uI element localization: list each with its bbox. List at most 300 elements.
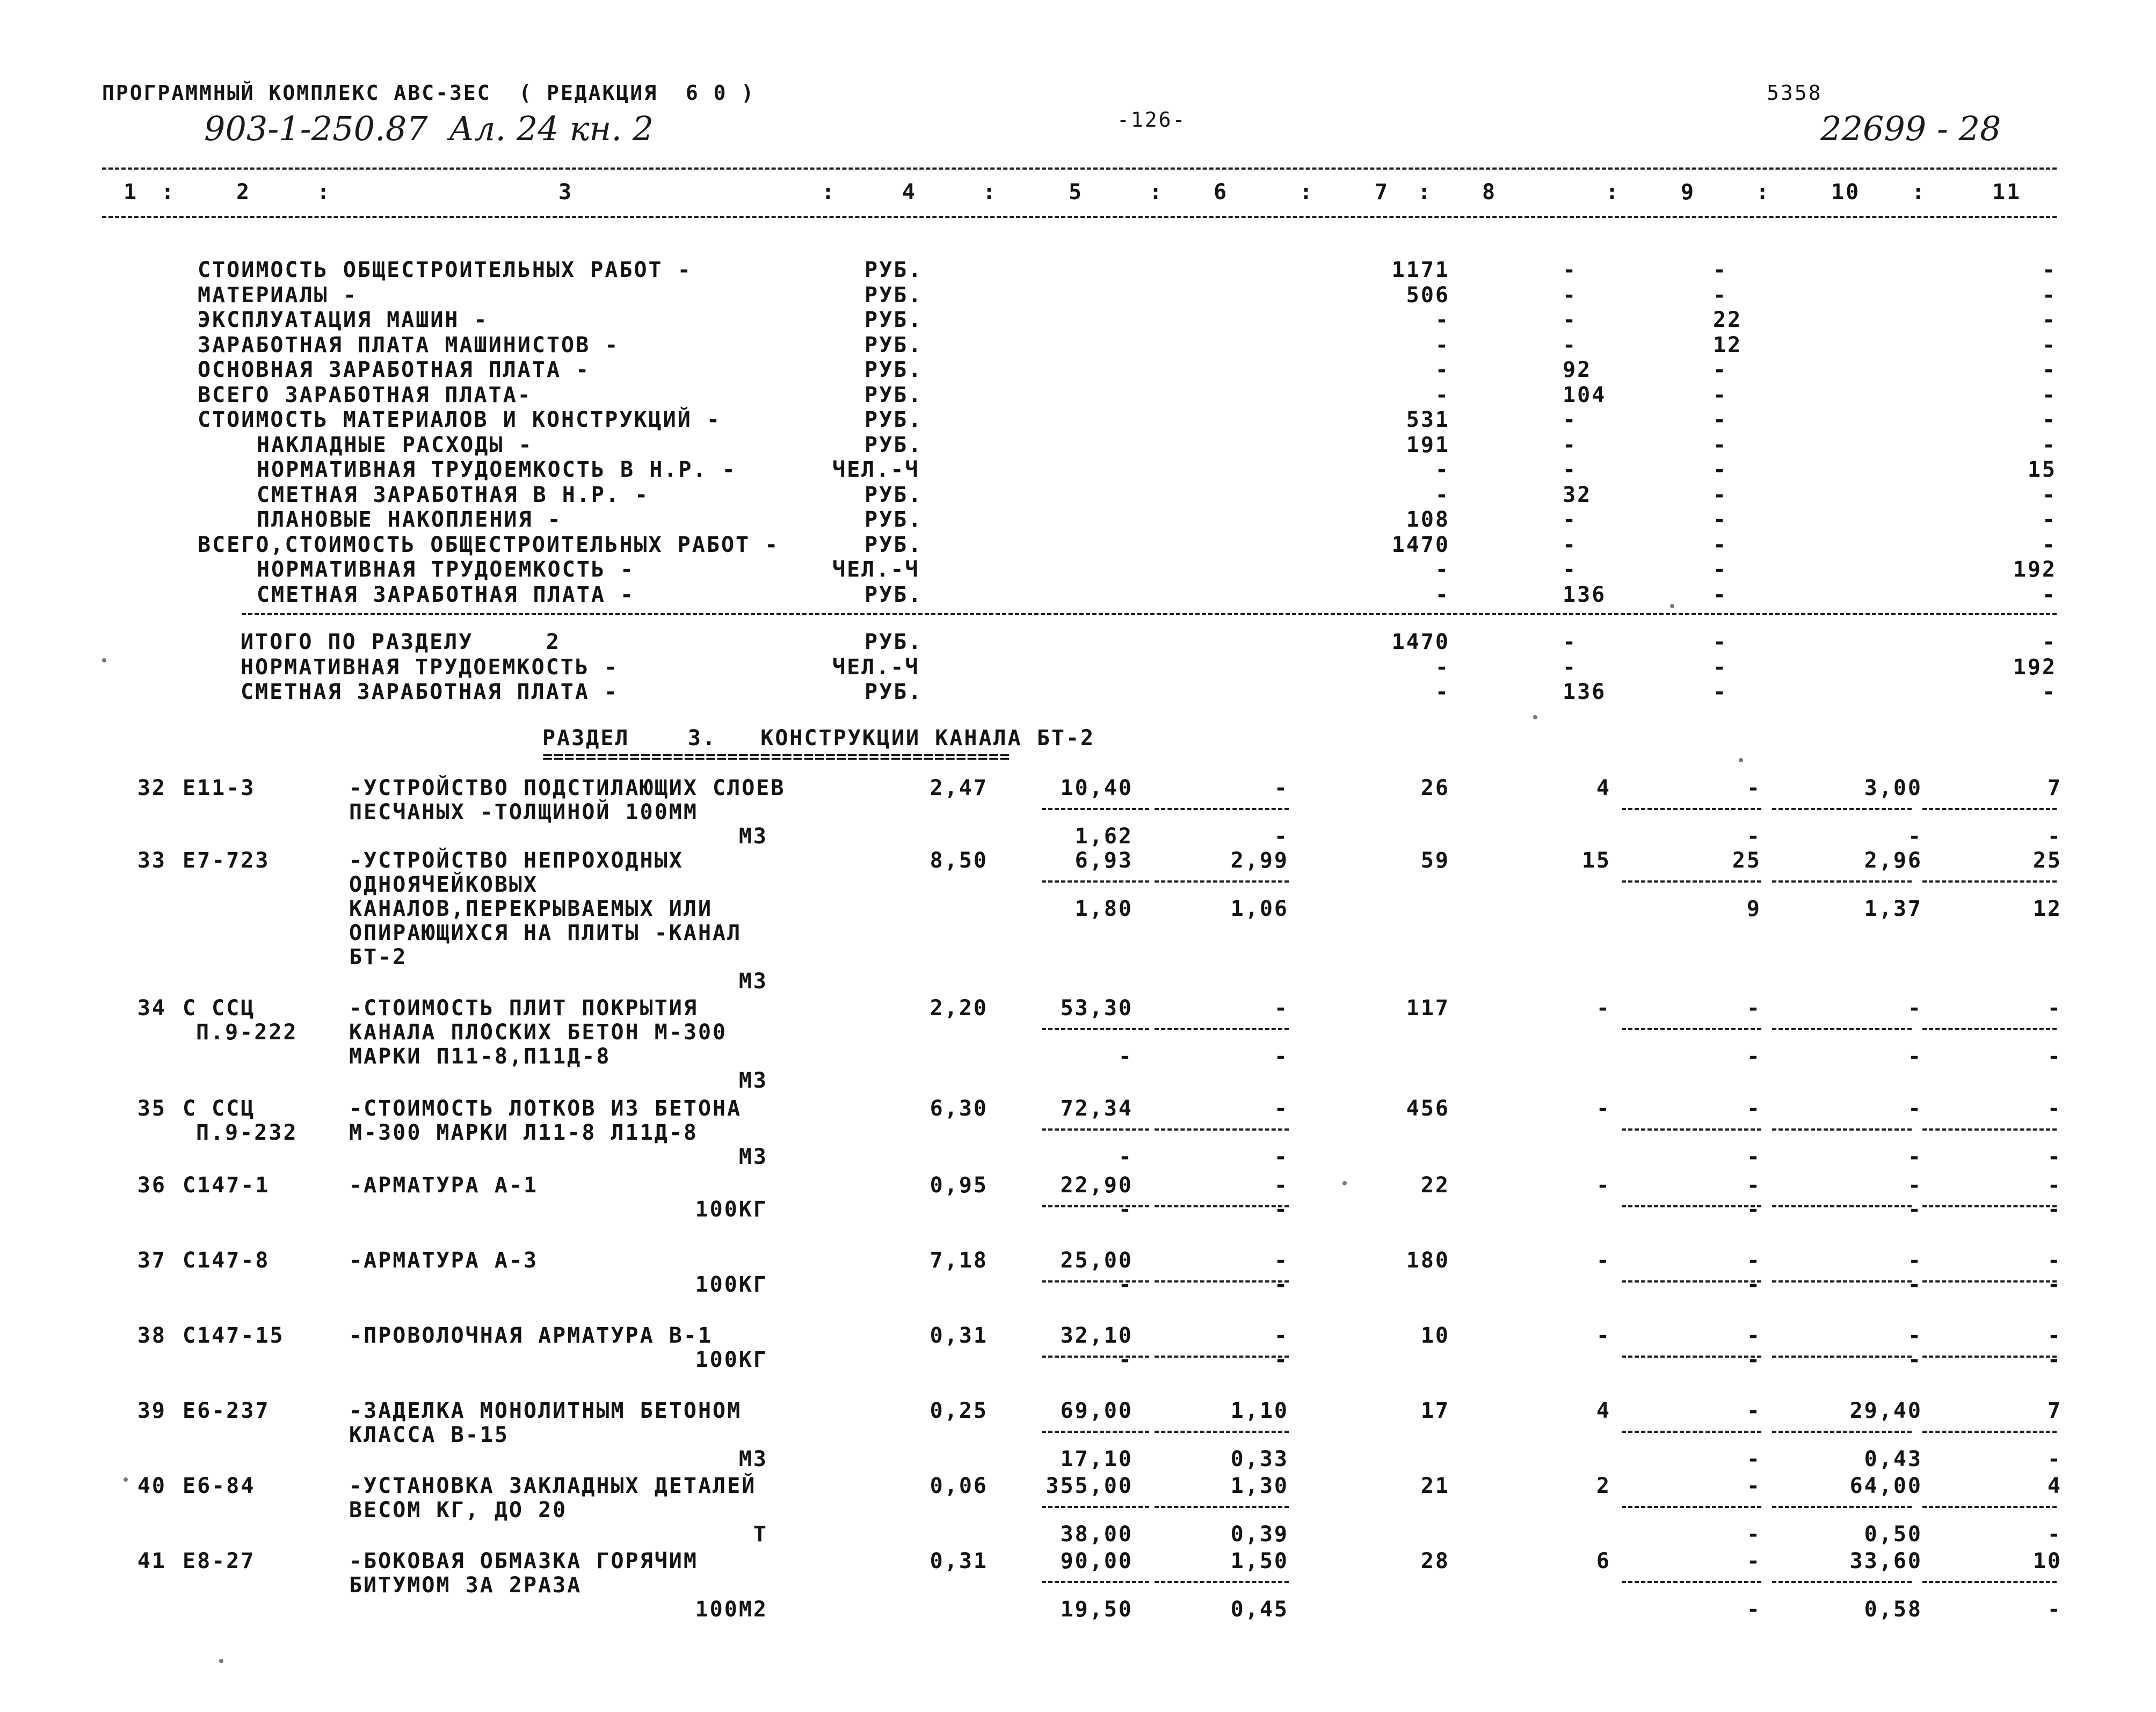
item-machinist-labor-unit: 0,50 xyxy=(1864,1522,1922,1547)
item-unit-wage: - xyxy=(1118,1347,1133,1372)
price-separator xyxy=(1042,880,1149,883)
item-rate-code: Е7-723 xyxy=(183,848,270,873)
summary-wages: 32 xyxy=(1563,482,1592,507)
item-labor-unit: 29,40 xyxy=(1849,1398,1922,1423)
item-machinist-labor-unit: - xyxy=(1907,1044,1922,1069)
item-wages: 4 xyxy=(1596,1398,1611,1423)
item-labor-total: 4 xyxy=(2047,1474,2062,1498)
item-unit: М3 xyxy=(738,1447,768,1471)
summary-wages: - xyxy=(1563,258,1578,282)
item-description: -ЗАДЕЛКА МОНОЛИТНЫМ БЕТОНОМ xyxy=(349,1398,742,1423)
program-header: ПРОГРАММНЫЙ КОМПЛЕКС АВС-3ЕС ( РЕДАКЦИЯ 6 0 ) xyxy=(102,81,756,105)
speck xyxy=(102,658,106,662)
item-unit: М3 xyxy=(738,1145,768,1169)
summary-label: МАТЕРИАЛЫ - xyxy=(198,282,358,308)
item-machine-unit-price: - xyxy=(1274,1096,1289,1121)
totals-cost: - xyxy=(1435,680,1450,704)
item-description: ВЕСОМ КГ, ДО 20 xyxy=(349,1498,568,1522)
summary-machines: - xyxy=(1713,482,1728,507)
item-quantity: 6,30 xyxy=(930,1096,988,1121)
labor-separator xyxy=(1772,1581,1912,1583)
totals-cost: 1470 xyxy=(1391,630,1450,654)
item-labor-total: - xyxy=(2047,1173,2062,1198)
item-description: БИТУМОМ ЗА 2РАЗА xyxy=(349,1573,582,1598)
summary-divider xyxy=(242,613,2057,615)
summary-cost: - xyxy=(1435,358,1450,382)
summary-labor: - xyxy=(2042,358,2057,382)
column-number-7: 7 xyxy=(1375,180,1390,205)
item-total-cost: 28 xyxy=(1420,1549,1450,1573)
column-separator: : xyxy=(161,180,176,205)
labor-separator xyxy=(1922,1128,2057,1131)
item-machinist-wage: - xyxy=(1746,1197,1761,1222)
item-unit-wage: - xyxy=(1118,1197,1133,1222)
totals-machines: - xyxy=(1713,630,1728,654)
speck xyxy=(1533,715,1537,719)
totals-label: НОРМАТИВНАЯ ТРУДОЕМКОСТЬ - xyxy=(241,654,619,680)
item-machinist-labor-total: - xyxy=(2047,1145,2062,1169)
labor-separator xyxy=(1772,1506,1912,1508)
item-labor-unit: 64,00 xyxy=(1849,1474,1922,1498)
column-number-6: 6 xyxy=(1214,180,1229,205)
summary-labor: - xyxy=(2042,282,2057,308)
section-title-underline: =========================================== xyxy=(542,746,1011,767)
item-number: 36 xyxy=(137,1173,166,1198)
item-machinist-labor-unit: 0,43 xyxy=(1864,1447,1922,1471)
item-description: -ПРОВОЛОЧНАЯ АРМАТУРА В-1 xyxy=(349,1323,713,1348)
item-quantity: 0,31 xyxy=(930,1549,988,1573)
summary-wages: 92 xyxy=(1563,358,1592,382)
summary-unit: РУБ. xyxy=(865,582,923,607)
price-separator xyxy=(1042,1028,1149,1030)
summary-label: НОРМАТИВНАЯ ТРУДОЕМКОСТЬ - xyxy=(257,557,635,582)
column-number-5: 5 xyxy=(1069,180,1084,205)
summary-cost: - xyxy=(1435,382,1450,407)
price-separator xyxy=(1042,1128,1149,1131)
item-machine-unit-price: - xyxy=(1274,1173,1289,1198)
item-description: МАРКИ П11-8,П11Д-8 xyxy=(349,1044,611,1069)
item-labor-unit: - xyxy=(1907,996,1922,1021)
price-separator xyxy=(1155,1506,1289,1508)
item-machine-unit-price: 2,99 xyxy=(1230,848,1289,873)
item-unit-price: 90,00 xyxy=(1060,1549,1133,1573)
item-rate-code: С147-8 xyxy=(183,1248,270,1273)
summary-label: ЭКСПЛУАТАЦИЯ МАШИН - xyxy=(198,308,489,332)
summary-label: СМЕТНАЯ ЗАРАБОТНАЯ В Н.Р. - xyxy=(257,482,650,507)
item-total-cost: 59 xyxy=(1420,848,1450,873)
item-machine-cost: - xyxy=(1746,1323,1761,1348)
totals-labor: - xyxy=(2042,680,2057,704)
price-separator xyxy=(1042,808,1149,810)
column-number-11: 11 xyxy=(1992,180,2022,205)
item-machinist-labor-total: - xyxy=(2047,1272,2062,1297)
labor-separator xyxy=(1922,1028,2057,1030)
page-number: -126- xyxy=(1117,108,1187,132)
item-wages: - xyxy=(1596,996,1611,1021)
summary-labor: 192 xyxy=(2013,557,2057,582)
price-separator xyxy=(1155,1581,1289,1583)
item-machine-cost: - xyxy=(1746,1248,1761,1273)
item-description: БТ-2 xyxy=(349,945,408,970)
item-machinist-labor-total: - xyxy=(2047,1522,2062,1547)
summary-wages: - xyxy=(1563,457,1578,482)
summary-label: ВСЕГО,СТОИМОСТЬ ОБЩЕСТРОИТЕЛЬНЫХ РАБОТ - xyxy=(198,532,780,557)
summary-label: СТОИМОСТЬ МАТЕРИАЛОВ И КОНСТРУКЦИЙ - xyxy=(198,407,721,432)
totals-wages: - xyxy=(1563,654,1578,680)
labor-separator xyxy=(1772,880,1912,883)
summary-unit: РУБ. xyxy=(865,308,923,332)
item-machinist-labor-total: - xyxy=(2047,1597,2062,1622)
item-unit-price: 6,93 xyxy=(1075,848,1133,873)
column-separator: : xyxy=(1606,180,1621,205)
summary-unit: РУБ. xyxy=(865,507,923,532)
totals-label: СМЕТНАЯ ЗАРАБОТНАЯ ПЛАТА - xyxy=(241,680,619,704)
price-separator xyxy=(1155,880,1289,883)
summary-machines: - xyxy=(1713,382,1728,407)
item-machine-cost: - xyxy=(1746,776,1761,800)
item-labor-total: 25 xyxy=(2032,848,2062,873)
column-number-10: 10 xyxy=(1831,180,1861,205)
item-description: КЛАССА В-15 xyxy=(349,1423,509,1447)
summary-machines: - xyxy=(1713,358,1728,382)
item-labor-unit: - xyxy=(1907,1248,1922,1273)
item-machine-cost: - xyxy=(1746,1398,1761,1423)
item-machine-unit-price: 1,30 xyxy=(1230,1474,1289,1498)
summary-label: НАКЛАДНЫЕ РАСХОДЫ - xyxy=(257,432,533,457)
price-separator xyxy=(1042,1506,1149,1508)
totals-wages: - xyxy=(1563,630,1578,654)
summary-unit: РУБ. xyxy=(865,407,923,432)
item-unit-price: 25,00 xyxy=(1060,1248,1133,1273)
item-machine-wage: - xyxy=(1274,1044,1289,1069)
item-unit-price: 72,34 xyxy=(1060,1096,1133,1121)
summary-cost: - xyxy=(1435,482,1450,507)
item-machine-unit-price: 1,10 xyxy=(1230,1398,1289,1423)
item-rate-code: С147-15 xyxy=(183,1323,285,1348)
item-description: М-300 МАРКИ Л11-8 Л11Д-8 xyxy=(349,1120,698,1145)
item-labor-unit: 2,96 xyxy=(1864,848,1922,873)
item-machinist-labor-unit: - xyxy=(1907,1145,1922,1169)
item-unit-wage: 1,62 xyxy=(1075,824,1133,849)
item-unit-wage: 19,50 xyxy=(1060,1597,1133,1622)
item-description: КАНАЛОВ,ПЕРЕКРЫВАЕМЫХ ИЛИ xyxy=(349,897,713,921)
summary-unit: РУБ. xyxy=(865,332,923,358)
summary-cost: 191 xyxy=(1406,432,1450,457)
summary-labor: - xyxy=(2042,507,2057,532)
summary-wages: - xyxy=(1563,282,1578,308)
item-rate-code: П.9-222 xyxy=(196,1020,298,1045)
totals-machines: - xyxy=(1713,680,1728,704)
summary-label: НОРМАТИВНАЯ ТРУДОЕМКОСТЬ В Н.Р. - xyxy=(257,457,737,482)
item-machine-wage: - xyxy=(1274,1145,1289,1169)
summary-unit: РУБ. xyxy=(865,532,923,557)
summary-machines: - xyxy=(1713,258,1728,282)
labor-separator xyxy=(1772,1028,1912,1030)
item-total-cost: 21 xyxy=(1420,1474,1450,1498)
item-unit: 100М2 xyxy=(695,1597,768,1622)
labor-separator xyxy=(1622,1128,1761,1131)
labor-separator xyxy=(1922,1506,2057,1508)
column-number-8: 8 xyxy=(1482,180,1497,205)
labor-separator xyxy=(1622,1028,1761,1030)
item-machinist-wage: 9 xyxy=(1746,897,1761,921)
column-separator: : xyxy=(317,180,332,205)
item-machinist-labor-total: - xyxy=(2047,1197,2062,1222)
summary-labor: - xyxy=(2042,582,2057,607)
speck xyxy=(1670,604,1674,608)
labor-separator xyxy=(1922,1431,2057,1433)
item-description: -АРМАТУРА А-1 xyxy=(349,1173,539,1198)
item-machine-cost: - xyxy=(1746,1549,1761,1573)
summary-unit: РУБ. xyxy=(865,482,923,507)
item-wages: 4 xyxy=(1596,776,1611,800)
item-machinist-labor-total: 12 xyxy=(2032,897,2062,921)
item-machinist-labor-unit: - xyxy=(1907,824,1922,849)
item-rate-code: Е6-84 xyxy=(183,1474,256,1498)
summary-labor: - xyxy=(2042,432,2057,457)
item-rate-code: Е6-237 xyxy=(183,1398,270,1423)
totals-wages: 136 xyxy=(1563,680,1607,704)
totals-labor: - xyxy=(2042,630,2057,654)
summary-label: СТОИМОСТЬ ОБЩЕСТРОИТЕЛЬНЫХ РАБОТ - xyxy=(198,258,692,282)
item-number: 32 xyxy=(137,776,166,800)
item-machine-unit-price: - xyxy=(1274,1323,1289,1348)
item-machine-cost: - xyxy=(1746,1474,1761,1498)
summary-wages: - xyxy=(1563,332,1578,358)
item-unit: М3 xyxy=(738,1068,768,1093)
price-separator xyxy=(1042,1581,1149,1583)
column-separator: : xyxy=(1418,180,1433,205)
item-machine-wage: - xyxy=(1274,824,1289,849)
speck xyxy=(1739,758,1743,762)
labor-separator xyxy=(1772,808,1912,810)
item-number: 38 xyxy=(137,1323,166,1348)
item-description: -СТОИМОСТЬ ПЛИТ ПОКРЫТИЯ xyxy=(349,996,698,1021)
summary-cost: - xyxy=(1435,557,1450,582)
item-wages: - xyxy=(1596,1248,1611,1273)
totals-machines: - xyxy=(1713,654,1728,680)
item-rate-code: С ССЦ xyxy=(183,1096,256,1121)
summary-machines: - xyxy=(1713,582,1728,607)
item-machinist-wage: - xyxy=(1746,1272,1761,1297)
labor-separator xyxy=(1922,808,2057,810)
item-machine-wage: - xyxy=(1274,1197,1289,1222)
summary-wages: 104 xyxy=(1563,382,1607,407)
item-number: 33 xyxy=(137,848,166,873)
item-machinist-wage: - xyxy=(1746,1447,1761,1471)
item-total-cost: 10 xyxy=(1420,1323,1450,1348)
column-number-1: 1 xyxy=(124,180,139,205)
labor-separator xyxy=(1622,1431,1761,1433)
totals-unit: РУБ. xyxy=(865,630,923,654)
summary-machines: - xyxy=(1713,282,1728,308)
item-labor-unit: - xyxy=(1907,1323,1922,1348)
price-separator xyxy=(1155,1431,1289,1433)
labor-separator xyxy=(1622,880,1761,883)
item-machine-wage: 0,39 xyxy=(1230,1522,1289,1547)
summary-cost: - xyxy=(1435,308,1450,332)
item-number: 35 xyxy=(137,1096,166,1121)
item-unit-wage: 38,00 xyxy=(1060,1522,1133,1547)
item-labor-total: - xyxy=(2047,1248,2062,1273)
item-unit-price: 355,00 xyxy=(1046,1474,1133,1498)
item-unit-price: 32,10 xyxy=(1060,1323,1133,1348)
item-machinist-labor-unit: - xyxy=(1907,1197,1922,1222)
item-labor-unit: - xyxy=(1907,1173,1922,1198)
item-rate-code: С ССЦ xyxy=(183,996,256,1021)
item-wages: 2 xyxy=(1596,1474,1611,1498)
item-unit-wage: - xyxy=(1118,1044,1133,1069)
labor-separator xyxy=(1622,1506,1761,1508)
item-total-cost: 22 xyxy=(1420,1173,1450,1198)
item-unit-wage: - xyxy=(1118,1272,1133,1297)
labor-separator xyxy=(1772,1431,1912,1433)
item-labor-total: - xyxy=(2047,1323,2062,1348)
price-separator xyxy=(1155,808,1289,810)
column-separator: : xyxy=(1912,180,1927,205)
labor-separator xyxy=(1922,1581,2057,1583)
item-machine-wage: 1,06 xyxy=(1230,897,1289,921)
item-unit: 100КГ xyxy=(695,1347,768,1372)
summary-labor: - xyxy=(2042,382,2057,407)
summary-wages: - xyxy=(1563,308,1578,332)
item-machinist-labor-total: - xyxy=(2047,1347,2062,1372)
item-machine-wage: 0,33 xyxy=(1230,1447,1289,1471)
item-total-cost: 180 xyxy=(1406,1248,1450,1273)
summary-cost: 1470 xyxy=(1391,532,1450,557)
summary-labor: - xyxy=(2042,407,2057,432)
item-labor-total: 7 xyxy=(2047,1398,2062,1423)
column-separator: : xyxy=(983,180,998,205)
summary-cost: - xyxy=(1435,457,1450,482)
item-machinist-labor-unit: - xyxy=(1907,1272,1922,1297)
item-machine-unit-price: - xyxy=(1274,1248,1289,1273)
item-machine-cost: - xyxy=(1746,1096,1761,1121)
item-unit-wage: 1,80 xyxy=(1075,897,1133,921)
item-description: -СТОИМОСТЬ ЛОТКОВ ИЗ БЕТОНА xyxy=(349,1096,742,1121)
item-description: КАНАЛА ПЛОСКИХ БЕТОН М-300 xyxy=(349,1020,728,1045)
speck xyxy=(219,1659,223,1663)
item-machine-wage: - xyxy=(1274,1272,1289,1297)
item-machine-unit-price: - xyxy=(1274,996,1289,1021)
summary-unit: РУБ. xyxy=(865,282,923,308)
summary-machines: - xyxy=(1713,507,1728,532)
summary-machines: - xyxy=(1713,532,1728,557)
summary-cost: 1171 xyxy=(1391,258,1450,282)
summary-unit: РУБ. xyxy=(865,358,923,382)
item-machine-unit-price: - xyxy=(1274,776,1289,800)
summary-wages: - xyxy=(1563,507,1578,532)
item-machinist-wage: - xyxy=(1746,1044,1761,1069)
item-labor-unit: - xyxy=(1907,1096,1922,1121)
summary-machines: - xyxy=(1713,457,1728,482)
summary-machines: - xyxy=(1713,557,1728,582)
summary-unit: РУБ. xyxy=(865,258,923,282)
item-unit-wage: - xyxy=(1118,1145,1133,1169)
summary-wages: - xyxy=(1563,532,1578,557)
item-machinist-wage: - xyxy=(1746,1347,1761,1372)
item-unit: 100КГ xyxy=(695,1272,768,1297)
item-rate-code: Е11-3 xyxy=(183,776,256,800)
item-wages: - xyxy=(1596,1173,1611,1198)
labor-separator xyxy=(1622,1581,1761,1583)
price-separator xyxy=(1155,1028,1289,1030)
column-number-9: 9 xyxy=(1681,180,1696,205)
column-number-4: 4 xyxy=(902,180,917,205)
item-unit: М3 xyxy=(738,969,768,994)
summary-label: ПЛАНОВЫЕ НАКОПЛЕНИЯ - xyxy=(257,507,562,532)
totals-label: ИТОГО ПО РАЗДЕЛУ 2 xyxy=(241,630,561,654)
item-rate-code: П.9-232 xyxy=(196,1120,298,1145)
item-total-cost: 117 xyxy=(1406,996,1450,1021)
labor-separator xyxy=(1772,1128,1912,1131)
summary-label: СМЕТНАЯ ЗАРАБОТНАЯ ПЛАТА - xyxy=(257,582,635,607)
item-total-cost: 26 xyxy=(1420,776,1450,800)
section-title: РАЗДЕЛ 3. КОНСТРУКЦИИ КАНАЛА БТ-2 xyxy=(542,726,1095,751)
item-quantity: 8,50 xyxy=(930,848,988,873)
item-unit-price: 69,00 xyxy=(1060,1398,1133,1423)
summary-cost: 108 xyxy=(1406,507,1450,532)
item-description: ПЕСЧАНЫХ -ТОЛЩИНОЙ 100ММ xyxy=(349,800,698,825)
column-separator: : xyxy=(1756,180,1771,205)
summary-labor: - xyxy=(2042,482,2057,507)
item-number: 40 xyxy=(137,1474,166,1498)
speck xyxy=(1342,1181,1347,1185)
item-number: 37 xyxy=(137,1248,166,1273)
item-labor-total: 7 xyxy=(2047,776,2062,800)
item-machinist-wage: - xyxy=(1746,1145,1761,1169)
summary-wages: - xyxy=(1563,557,1578,582)
summary-machines: - xyxy=(1713,432,1728,457)
item-total-cost: 17 xyxy=(1420,1398,1450,1423)
column-separator: : xyxy=(1300,180,1315,205)
item-machinist-labor-total: - xyxy=(2047,1044,2062,1069)
summary-cost: 531 xyxy=(1406,407,1450,432)
item-quantity: 0,31 xyxy=(930,1323,988,1348)
column-separator: : xyxy=(822,180,837,205)
item-description: ОПИРАЮЩИХСЯ НА ПЛИТЫ -КАНАЛ xyxy=(349,921,742,945)
item-machinist-labor-total: - xyxy=(2047,824,2062,849)
labor-separator xyxy=(1922,880,2057,883)
summary-label: ВСЕГО ЗАРАБОТНАЯ ПЛАТА- xyxy=(198,382,532,407)
summary-unit: ЧЕЛ.-Ч xyxy=(832,457,920,482)
summary-cost: 506 xyxy=(1406,282,1450,308)
price-separator xyxy=(1042,1431,1149,1433)
item-quantity: 7,18 xyxy=(930,1248,988,1273)
item-labor-unit: 3,00 xyxy=(1864,776,1922,800)
column-number-2: 2 xyxy=(236,180,251,205)
item-machinist-wage: - xyxy=(1746,1522,1761,1547)
item-rate-code: С147-1 xyxy=(183,1173,270,1198)
summary-labor: - xyxy=(2042,258,2057,282)
item-machine-unit-price: 1,50 xyxy=(1230,1549,1289,1573)
item-machinist-labor-unit: - xyxy=(1907,1347,1922,1372)
summary-cost: - xyxy=(1435,332,1450,358)
item-unit-price: 22,90 xyxy=(1060,1173,1133,1198)
item-wages: 15 xyxy=(1581,848,1611,873)
sheet-number: 5358 xyxy=(1767,81,1823,105)
item-machinist-labor-unit: 1,37 xyxy=(1864,897,1922,921)
item-labor-total: - xyxy=(2047,996,2062,1021)
totals-unit: РУБ. xyxy=(865,680,923,704)
item-unit: М3 xyxy=(738,824,768,849)
item-wages: - xyxy=(1596,1096,1611,1121)
item-description: ОДНОЯЧЕЙКОВЫХ xyxy=(349,872,539,897)
item-unit-price: 53,30 xyxy=(1060,996,1133,1021)
item-number: 34 xyxy=(137,996,166,1021)
item-labor-total: - xyxy=(2047,1096,2062,1121)
totals-labor: 192 xyxy=(2013,654,2057,680)
